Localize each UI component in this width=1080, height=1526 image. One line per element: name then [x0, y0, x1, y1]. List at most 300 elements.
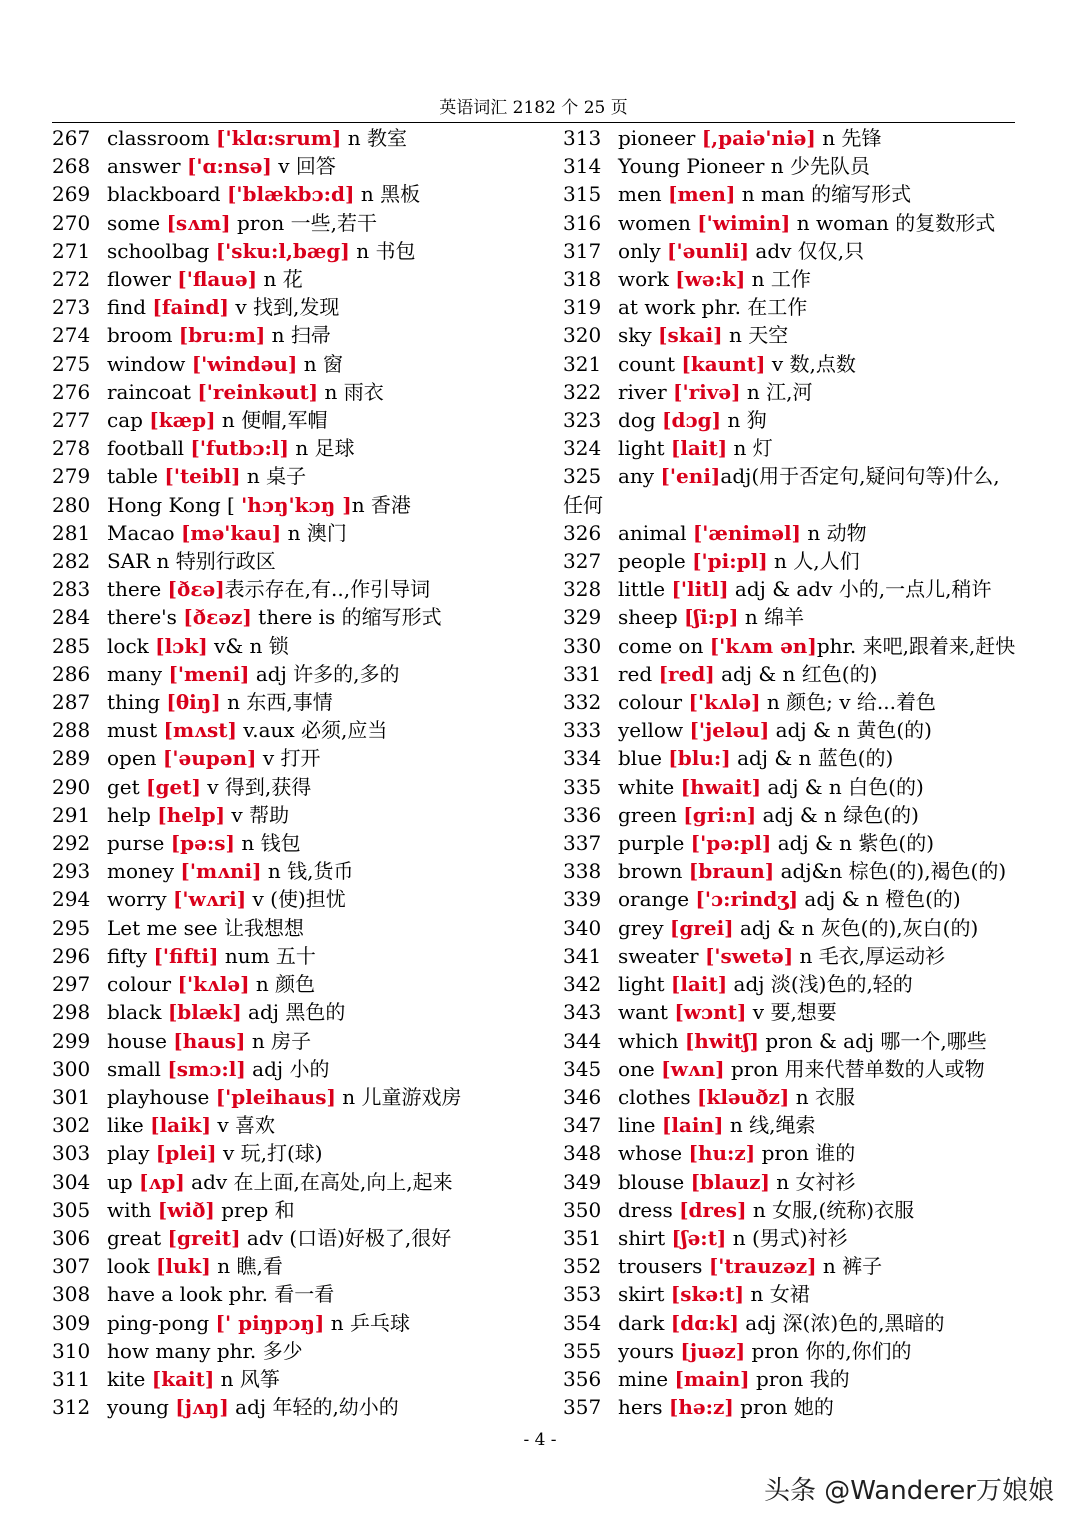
- vocab-entry: [563, 716, 1015, 744]
- entry-number: 305: [52, 1197, 91, 1222]
- vocab-entry: [52, 998, 502, 1026]
- entry-definition: adj & n 蓝色(的): [730, 746, 894, 771]
- entry-number: 337: [563, 831, 602, 856]
- entry-phonetic: [lɔk]: [155, 633, 208, 658]
- entry-definition: n 毛衣,厚运动衫: [793, 943, 946, 968]
- entry-number: 313: [563, 126, 602, 150]
- entry-definition: pron & adj 哪一个,哪些: [758, 1028, 987, 1053]
- entry-phonetic: [wə:k]: [675, 267, 746, 292]
- entry-definition: adj 深(浓)色的,黑暗的: [738, 1310, 945, 1335]
- vocab-entry: [52, 265, 502, 293]
- entry-word: kite: [107, 1366, 152, 1391]
- entry-definition: pron 谁的: [755, 1141, 856, 1166]
- entry-definition: n (男式)衬衫: [726, 1225, 848, 1250]
- entry-word: sheep: [618, 605, 684, 630]
- entry-definition: n 女裙: [744, 1282, 810, 1307]
- vocab-entry: [563, 885, 1015, 913]
- entry-word: there: [107, 577, 168, 602]
- vocab-entry: [52, 1027, 502, 1055]
- entry-phonetic: [hə:z]: [668, 1395, 734, 1420]
- entry-word: which: [618, 1028, 685, 1053]
- entry-phonetic: ['əunli]: [666, 238, 750, 263]
- entry-word: count: [618, 351, 682, 376]
- vocab-entry: [563, 1027, 1015, 1055]
- entry-phonetic: [wið]: [157, 1197, 215, 1222]
- entry-definition: pron 我的: [749, 1366, 850, 1391]
- entry-phonetic: ['jeləu]: [689, 718, 770, 743]
- entry-number: 275: [52, 351, 91, 376]
- vocab-entry: [52, 1196, 502, 1224]
- entry-word: broom: [107, 323, 179, 348]
- vocab-entry: [563, 744, 1015, 772]
- entry-word: table: [107, 464, 165, 489]
- entry-definition: n 女衬衫: [769, 1169, 856, 1194]
- entry-phonetic: [haus]: [173, 1028, 246, 1053]
- entry-word: clothes: [618, 1084, 698, 1109]
- entry-word: many: [107, 661, 169, 686]
- entry-number: 354: [563, 1310, 602, 1335]
- vocab-entry: [563, 1055, 1015, 1083]
- vocab-entry: [52, 575, 502, 603]
- entry-word: women: [618, 210, 698, 235]
- entry-word: orange: [618, 887, 696, 912]
- entry-definition: adj 许多的,多的: [249, 661, 400, 686]
- entry-word: how many phr. 多少: [107, 1338, 303, 1363]
- entry-definition: n 动物: [801, 520, 867, 545]
- entry-phonetic: [sʌm]: [166, 210, 231, 235]
- vocab-entry: [52, 519, 502, 547]
- entry-number: 292: [52, 831, 91, 856]
- page-header: 英语词汇 2182 个 25 页: [439, 98, 628, 118]
- entry-word: colour: [107, 972, 178, 997]
- entry-definition: v 帮助: [225, 802, 290, 827]
- entry-word: green: [618, 802, 684, 827]
- entry-word: white: [618, 774, 681, 799]
- vocab-entry: [52, 293, 502, 321]
- entry-phonetic: ['pleihaus]: [215, 1084, 336, 1109]
- vocab-entry: [563, 124, 1015, 152]
- entry-word: come on: [618, 633, 710, 658]
- entry-number: 316: [563, 210, 602, 235]
- entry-definition: adj & adv 小的,一点儿,稍许: [728, 577, 992, 602]
- entry-number: 299: [52, 1028, 91, 1053]
- vocab-entry: [52, 744, 502, 772]
- entry-word: Macao: [107, 520, 181, 545]
- entry-word: work: [618, 267, 676, 292]
- vocab-entry: [563, 1083, 1015, 1111]
- entry-phonetic: ['rivə]: [673, 379, 741, 404]
- vocab-entry: [563, 688, 1015, 716]
- entry-number: 328: [563, 577, 602, 602]
- vocab-entry: [563, 1309, 1015, 1337]
- entry-phonetic: [blauz]: [690, 1169, 770, 1194]
- entry-definition: n 乒乓球: [324, 1310, 410, 1335]
- entry-definition: pron 你的,你们的: [745, 1338, 912, 1363]
- entry-word: look: [107, 1254, 156, 1279]
- entry-definition: n 灯: [727, 436, 773, 461]
- entry-phonetic: [lait]: [670, 972, 728, 997]
- entry-definition: n 花: [257, 267, 303, 292]
- entry-phonetic: [ʃi:p]: [683, 605, 739, 630]
- entry-word: open: [107, 746, 163, 771]
- entry-definition: adj & n 红色(的): [714, 661, 878, 686]
- entry-word: help: [107, 802, 158, 827]
- entry-word: Hong Kong [: [107, 492, 242, 517]
- entry-number: 352: [563, 1254, 602, 1279]
- right-column: [563, 124, 1015, 1421]
- entry-definition: adj 小的: [245, 1056, 330, 1081]
- entry-definition: n 儿童游戏房: [335, 1084, 462, 1109]
- entry-word: must: [107, 718, 164, 743]
- entry-phonetic: ['kʌlə]: [177, 972, 250, 997]
- vocab-entry: [52, 603, 502, 631]
- vocab-entry: [563, 547, 1015, 575]
- entry-number: 343: [563, 1000, 602, 1025]
- entry-definition: adj&n 棕色(的),褐色(的): [774, 859, 1007, 884]
- entry-definition: adj & n 黄色(的): [769, 718, 932, 743]
- entry-definition: adj(用于否定句,疑问句等)什么,任何: [563, 464, 1000, 517]
- entry-word: people: [618, 549, 693, 574]
- vocab-entry: [563, 1224, 1015, 1252]
- entry-word: money: [107, 859, 181, 884]
- entry-number: 278: [52, 436, 91, 461]
- entry-number: 282: [52, 549, 91, 574]
- entry-phonetic: [,paiə'niə]: [701, 126, 816, 150]
- vocab-entry: [52, 124, 502, 152]
- entry-phonetic: ['fifti]: [153, 943, 219, 968]
- entry-number: 279: [52, 464, 91, 489]
- entry-word: answer: [107, 154, 187, 179]
- vocab-entry: [52, 350, 502, 378]
- entry-word: have a look phr. 看一看: [107, 1282, 335, 1307]
- entry-word: at work phr. 在工作: [618, 295, 808, 320]
- entry-phonetic: [luk]: [155, 1254, 211, 1279]
- entry-number: 289: [52, 746, 91, 771]
- entry-definition: v& n 锁: [207, 633, 289, 658]
- entry-number: 325: [563, 464, 602, 489]
- entry-definition: n 狗: [721, 408, 767, 433]
- vocab-entry: [52, 1055, 502, 1083]
- vocab-entry: [52, 321, 502, 349]
- entry-word: light: [618, 436, 671, 461]
- entry-word: hers: [618, 1395, 669, 1420]
- entry-definition: n 衣服: [789, 1084, 855, 1109]
- entry-word: like: [107, 1113, 151, 1138]
- entry-phonetic: [grei]: [669, 915, 734, 940]
- entry-word: brown: [618, 859, 689, 884]
- vocab-entry: [563, 970, 1015, 998]
- entry-number: 284: [52, 605, 91, 630]
- entry-word: purple: [618, 831, 691, 856]
- vocab-entry: [563, 801, 1015, 829]
- vocab-entry: [52, 829, 502, 857]
- entry-definition: adj 年轻的,幼小的: [228, 1395, 399, 1420]
- entry-word: blue: [618, 746, 669, 771]
- entry-word: play: [107, 1141, 156, 1166]
- entry-definition: v 要,想要: [746, 1000, 837, 1025]
- entry-number: 331: [563, 661, 602, 686]
- entry-definition: n 裤子: [816, 1254, 883, 1279]
- entry-number: 303: [52, 1141, 91, 1166]
- entry-word: young: [107, 1395, 176, 1420]
- entry-number: 345: [563, 1056, 602, 1081]
- entry-number: 335: [563, 774, 602, 799]
- entry-definition: n 瞧,看: [210, 1254, 283, 1279]
- entry-definition: adj & n 灰色(的),灰白(的): [733, 915, 979, 940]
- entry-word: classroom: [107, 126, 217, 150]
- entry-number: 269: [52, 182, 91, 207]
- vocab-entry: [52, 378, 502, 406]
- entry-word: men: [618, 182, 669, 207]
- vocab-entry: [52, 1365, 502, 1393]
- entry-definition: pron 她的: [733, 1395, 834, 1420]
- entry-word: fifty: [107, 943, 154, 968]
- entry-word: purse: [107, 831, 171, 856]
- entry-number: 315: [563, 182, 602, 207]
- entry-number: 280: [52, 492, 91, 517]
- entry-definition: n 便帽,军帽: [215, 408, 328, 433]
- vocab-entry: [563, 857, 1015, 885]
- vocab-entry: [52, 1111, 502, 1139]
- vocab-entry: [52, 914, 502, 942]
- entry-word: Young Pioneer n 少先队员: [618, 154, 871, 179]
- entry-word: get: [107, 774, 147, 799]
- entry-number: 290: [52, 774, 91, 799]
- entry-word: only: [618, 238, 667, 263]
- entry-phonetic: [kæp]: [149, 408, 216, 433]
- entry-number: 336: [563, 802, 602, 827]
- entry-phonetic: [dɑ:k]: [670, 1310, 739, 1335]
- entry-word: one: [618, 1056, 662, 1081]
- entry-definition: v (使)担忧: [246, 887, 346, 912]
- entry-word: animal: [618, 520, 693, 545]
- entry-word: with: [107, 1197, 158, 1222]
- entry-word: find: [107, 295, 153, 320]
- vocab-entry: [563, 1365, 1015, 1393]
- entry-number: 357: [563, 1395, 602, 1420]
- entry-phonetic: [bru:m]: [178, 323, 266, 348]
- entry-word: colour: [618, 690, 689, 715]
- entry-phonetic: [mə'kau]: [180, 520, 282, 545]
- entry-number: 355: [563, 1338, 602, 1363]
- entry-definition: n 先锋: [815, 126, 882, 150]
- entry-word: up: [107, 1169, 140, 1194]
- vocab-entry: [52, 152, 502, 180]
- entry-phonetic: [blu:]: [668, 746, 731, 771]
- entry-word: raincoat: [107, 379, 198, 404]
- watermark: 头条 @Wanderer万娘娘: [763, 1476, 1054, 1506]
- entry-number: 286: [52, 661, 91, 686]
- entry-number: 348: [563, 1141, 602, 1166]
- entry-definition: n 澳门: [281, 520, 347, 545]
- vocab-entry: [52, 942, 502, 970]
- vocab-entry: [563, 1393, 1015, 1421]
- entry-phonetic: ['blækbɔ:d]: [226, 182, 355, 207]
- entry-number: 302: [52, 1113, 91, 1138]
- entry-number: 272: [52, 267, 91, 292]
- entry-number: 356: [563, 1366, 602, 1391]
- entry-phonetic: [wʌn]: [661, 1056, 725, 1081]
- vocab-entry: [563, 519, 1015, 547]
- entry-number: 340: [563, 915, 602, 940]
- entry-word: mine: [618, 1366, 675, 1391]
- entry-number: 334: [563, 746, 602, 771]
- entry-phonetic: ['swetə]: [704, 943, 794, 968]
- vocab-entry: [52, 885, 502, 913]
- entry-definition: n woman 的复数形式: [790, 210, 996, 235]
- entry-number: 323: [563, 408, 602, 433]
- header-rule: [52, 122, 1015, 123]
- entry-definition: adv (口语)好极了,很好: [240, 1225, 452, 1250]
- entry-word: blouse: [618, 1169, 691, 1194]
- entry-number: 333: [563, 718, 602, 743]
- entry-word: thing: [107, 690, 167, 715]
- vocab-entry: [52, 237, 502, 265]
- entry-phonetic: [dres]: [679, 1197, 747, 1222]
- entry-phonetic: [pə:s]: [170, 831, 235, 856]
- entry-number: 330: [563, 633, 602, 658]
- vocab-entry: [52, 801, 502, 829]
- vocab-entry: [563, 942, 1015, 970]
- vocab-entry: [52, 773, 502, 801]
- vocab-entry: [563, 293, 1015, 321]
- vocab-entry: [563, 1139, 1015, 1167]
- vocab-entry: [52, 1393, 502, 1421]
- entry-definition: adj & n 白色(的): [761, 774, 924, 799]
- entry-word: small: [107, 1056, 168, 1081]
- entry-number: 329: [563, 605, 602, 630]
- entry-number: 296: [52, 943, 91, 968]
- vocab-entry: [563, 603, 1015, 631]
- entry-word: yours: [618, 1338, 681, 1363]
- entry-definition: n 钱包: [234, 831, 301, 856]
- entry-definition: v 打开: [256, 746, 321, 771]
- entry-number: 347: [563, 1113, 602, 1138]
- entry-definition: n 钱,货币: [261, 859, 354, 884]
- entry-number: 300: [52, 1056, 91, 1081]
- entry-phonetic: [main]: [674, 1366, 750, 1391]
- entry-phonetic: ['æniməl]: [692, 520, 802, 545]
- entry-word: house: [107, 1028, 174, 1053]
- entry-phonetic: [hwitʃ]: [684, 1028, 759, 1053]
- vocab-entry: [52, 716, 502, 744]
- entry-number: 317: [563, 238, 602, 263]
- entry-phonetic: [faind]: [152, 295, 230, 320]
- vocab-entry: [52, 1083, 502, 1111]
- entry-phonetic: [red]: [658, 661, 715, 686]
- entry-number: 267: [52, 126, 91, 150]
- entry-phonetic: ['mʌni]: [180, 859, 262, 884]
- entry-definition: n 窗: [297, 351, 343, 376]
- entry-definition: n 扫帚: [265, 323, 331, 348]
- entry-word: skirt: [618, 1282, 671, 1307]
- entry-number: 312: [52, 1395, 91, 1420]
- entry-phonetic: ['ɑ:nsə]: [186, 154, 272, 179]
- entry-phonetic: ['eni]: [660, 464, 721, 489]
- vocab-entry: [563, 1196, 1015, 1224]
- entry-number: 318: [563, 267, 602, 292]
- entry-phonetic: [ʌp]: [139, 1169, 185, 1194]
- vocab-entry: [52, 434, 502, 462]
- vocab-entry: [52, 491, 502, 519]
- entry-word: cap: [107, 408, 150, 433]
- entry-phonetic: [skə:t]: [670, 1282, 745, 1307]
- entry-word: river: [618, 379, 674, 404]
- entry-phonetic: [skai]: [658, 323, 723, 348]
- entry-number: 307: [52, 1254, 91, 1279]
- vocab-entry: [563, 321, 1015, 349]
- entry-number: 293: [52, 859, 91, 884]
- vocab-entry: [563, 1337, 1015, 1365]
- entry-definition: n man 的缩写形式: [735, 182, 912, 207]
- entry-definition: prep 和: [214, 1197, 295, 1222]
- vocab-entry: [52, 1252, 502, 1280]
- entry-phonetic: ['flauə]: [177, 267, 258, 292]
- entry-number: 281: [52, 520, 91, 545]
- entry-definition: adj 黑色的: [241, 1000, 346, 1025]
- entry-phonetic: [θiŋ]: [166, 690, 221, 715]
- page-number: - 4 -: [523, 1430, 557, 1450]
- entry-word: Let me see 让我想想: [107, 915, 304, 940]
- vocab-entry: [563, 406, 1015, 434]
- entry-phonetic: [hwait]: [680, 774, 762, 799]
- vocab-entry: [563, 434, 1015, 462]
- entry-number: 309: [52, 1310, 91, 1335]
- entry-definition: n 工作: [745, 267, 811, 292]
- entry-definition: v 得到,获得: [200, 774, 312, 799]
- entry-phonetic: ['wʌri]: [172, 887, 247, 912]
- entry-definition: n 女服,(统称)衣服: [746, 1197, 915, 1222]
- entry-phonetic: [ðɛə]: [167, 577, 225, 602]
- entry-number: 322: [563, 379, 602, 404]
- vocab-entry: [563, 998, 1015, 1026]
- entry-word: great: [107, 1225, 168, 1250]
- entry-definition: n 线,绳索: [723, 1113, 816, 1138]
- entry-phonetic: [lain]: [661, 1113, 724, 1138]
- entry-phonetic: ['pi:pl]: [692, 549, 768, 574]
- entry-phonetic: [wɔnt]: [674, 1000, 747, 1025]
- entry-phonetic: ['wimin]: [697, 210, 791, 235]
- entry-number: 297: [52, 972, 91, 997]
- entry-word: trousers: [618, 1254, 709, 1279]
- entry-number: 319: [563, 295, 602, 320]
- entry-definition: pron 用来代替单数的人或物: [724, 1056, 985, 1081]
- vocab-entry: [52, 180, 502, 208]
- entry-phonetic: ['reinkəut]: [197, 379, 319, 404]
- entry-phonetic: ['pə:pl]: [690, 831, 772, 856]
- entry-definition: adj & n 紫色(的): [771, 831, 935, 856]
- entry-number: 270: [52, 210, 91, 235]
- entry-definition: n 房子: [245, 1028, 312, 1053]
- entry-number: 311: [52, 1366, 91, 1391]
- entry-phonetic: 'hɔŋ'kɔŋ ]: [241, 492, 352, 517]
- entry-word: playhouse: [107, 1084, 216, 1109]
- entry-number: 351: [563, 1225, 602, 1250]
- entry-number: 295: [52, 915, 91, 940]
- vocab-entry: [563, 829, 1015, 857]
- entry-number: 339: [563, 887, 602, 912]
- vocab-entry: [563, 1111, 1015, 1139]
- vocab-entry: [563, 1280, 1015, 1308]
- vocab-entry: [563, 660, 1015, 688]
- vocab-entry: [563, 237, 1015, 265]
- entry-definition: n 黑板: [354, 182, 421, 207]
- entry-definition: n 桌子: [240, 464, 307, 489]
- entry-word: light: [618, 972, 671, 997]
- entry-definition: there is 的缩写形式: [251, 605, 442, 630]
- entry-phonetic: [kləuðz]: [697, 1084, 790, 1109]
- vocab-entry: [563, 350, 1015, 378]
